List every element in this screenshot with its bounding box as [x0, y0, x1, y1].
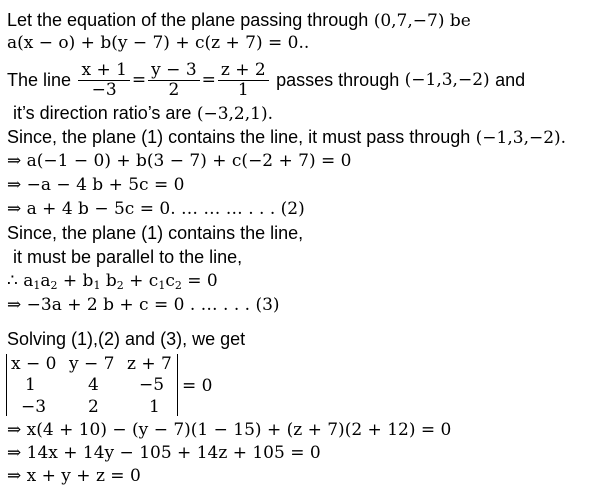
fraction-z-numerator: z + 2 [218, 61, 269, 81]
equals-1: = [131, 70, 147, 90]
line-5-text: Since, the plane (1) contains the line, it must pass through [7, 127, 471, 147]
det-r3c1: −3 [21, 397, 47, 417]
line-7: ⇒ −a − 4 b + 5c = 0 [7, 175, 185, 195]
l11-sub-3: 1 [93, 279, 101, 292]
l11-a: ∴ a [7, 271, 34, 291]
line-3-line-equation [7, 56, 525, 104]
line-5-point: (−1,3,−2). [475, 128, 567, 148]
line-3-text-c: and [495, 70, 526, 90]
fraction-y-denominator: 2 [168, 79, 180, 100]
line-6: ⇒ a(−1 − 0) + b(3 − 7) + c(−2 + 7) = 0 [7, 151, 352, 171]
l11-sub-5: 1 [158, 279, 166, 292]
fraction-x [78, 61, 129, 100]
l11-sub-6: 2 [174, 279, 182, 292]
fraction-x-numerator: x + 1 [78, 61, 129, 81]
l11-g: = 0 [181, 271, 218, 291]
line-3-text-a: The line [7, 70, 72, 90]
line-10: it must be parallel to the line, [13, 247, 243, 267]
line-2-plane-equation: a(x − o) + b(y − 7) + c(z + 7) = 0.. [7, 33, 310, 53]
line-4 [13, 103, 273, 124]
l11-d: b [100, 271, 117, 291]
fraction-x-denominator: −3 [91, 79, 117, 100]
fraction-y-numerator: y − 3 [148, 61, 199, 81]
line-3-text-b: passes through [276, 70, 400, 90]
line-1-point: (0,7,−7) be [373, 11, 471, 31]
fraction-y [148, 61, 199, 100]
line-4-ratios: (−3,2,1). [196, 104, 273, 124]
line-13: Solving (1),(2) and (3), we get [7, 329, 246, 349]
l11-f: c [165, 271, 175, 291]
fraction-z [218, 61, 269, 100]
det-r3c3: 1 [149, 397, 160, 417]
det-r2c3: −5 [139, 375, 165, 395]
l11-sub-4: 2 [116, 279, 124, 292]
l11-b: a [40, 271, 51, 291]
determinant [6, 354, 178, 416]
l11-sub-1: 1 [33, 279, 41, 292]
line-16-final-answer: ⇒ x + y + z = 0 [7, 466, 141, 486]
det-r1c1: x − 0 [11, 354, 57, 374]
l11-e: + c [123, 271, 159, 291]
line-1-text: Let the equation of the plane passing through [7, 10, 369, 30]
line-8-equation-2: ⇒ a + 4 b − 5c = 0. … … … . . . (2) [7, 199, 305, 219]
line-12-equation-3: ⇒ −3a + 2 b + c = 0 . … . . . (3) [7, 295, 280, 315]
l11-c: + b [57, 271, 94, 291]
det-r1c3: z + 7 [127, 354, 172, 374]
line-1 [7, 10, 471, 31]
equals-2: = [201, 70, 216, 90]
line-14: ⇒ x(4 + 10) − (y − 7)(1 − 15) + (z + 7)(2 + 12) = 0 [7, 420, 452, 440]
line-4-text: it’s direction ratio’s are [13, 103, 192, 123]
fraction-z-denominator: 1 [237, 79, 249, 100]
det-r1c2: y − 7 [69, 354, 115, 374]
determinant-equals-zero: = 0 [182, 376, 213, 396]
det-r2c1: 1 [25, 375, 36, 395]
det-r3c2: 2 [88, 397, 99, 417]
line-5 [7, 127, 566, 148]
line-15: ⇒ 14x + 14y − 105 + 14z + 105 = 0 [7, 443, 321, 463]
det-r2c2: 4 [88, 375, 99, 395]
line-3-point: (−1,3,−2) [404, 70, 490, 90]
l11-sub-2: 2 [50, 279, 58, 292]
line-9: Since, the plane (1) contains the line, [7, 223, 304, 243]
line-11-parallel-condition [7, 271, 218, 296]
